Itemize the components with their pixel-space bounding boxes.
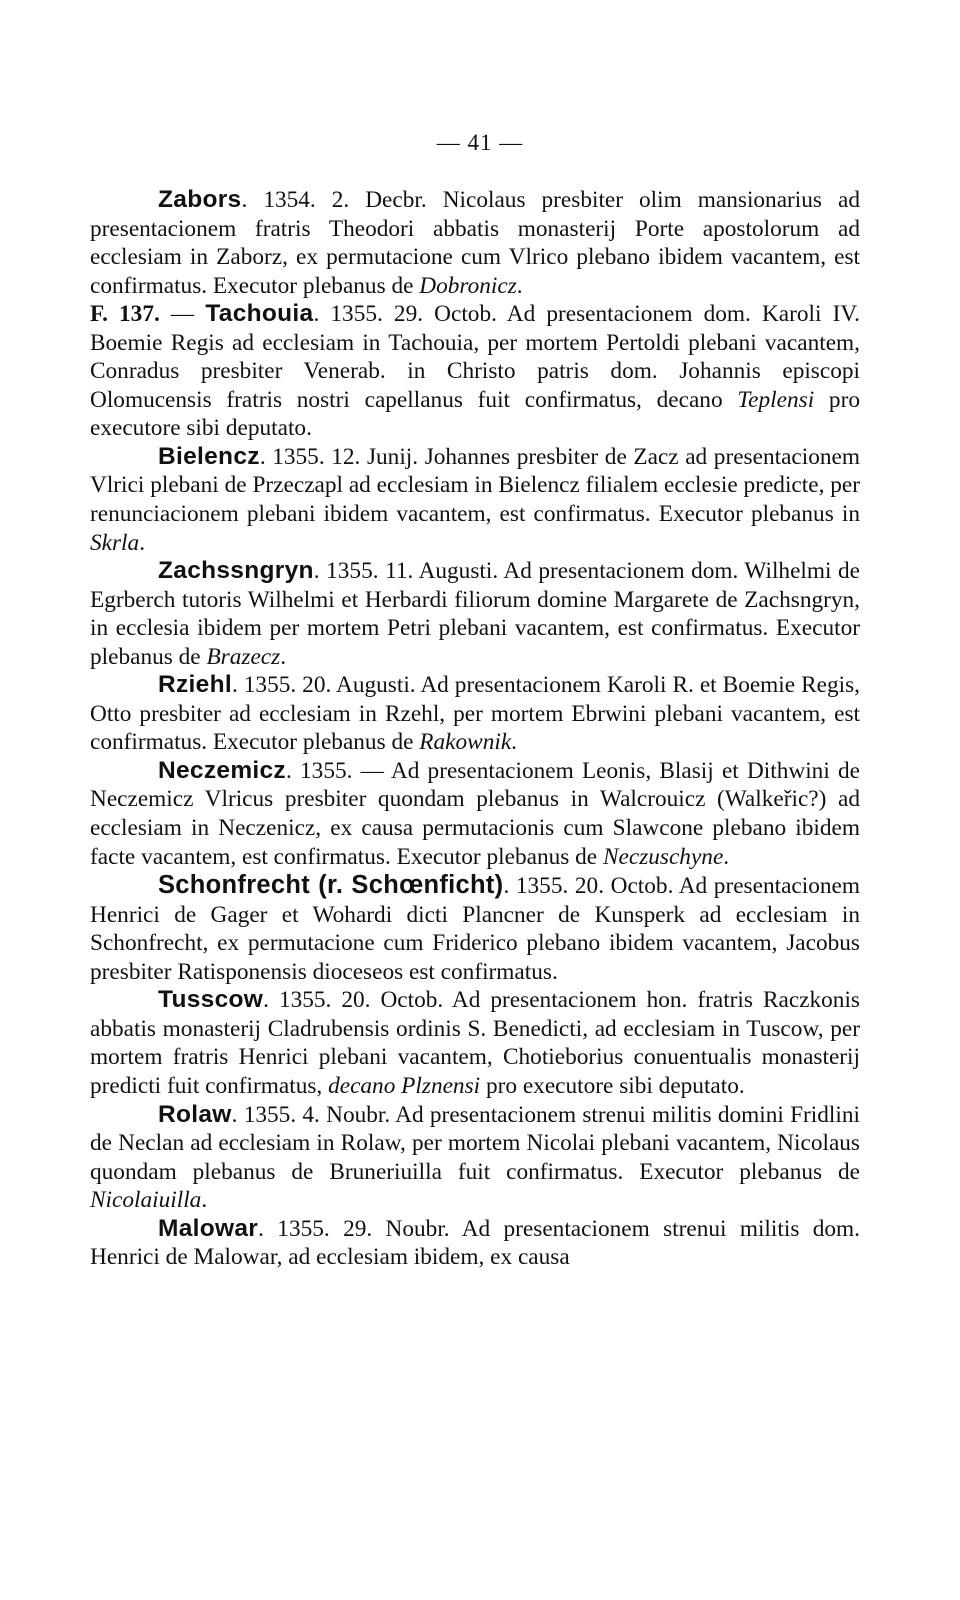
entry-text: . 1355. 12. Junij. Johannes presbiter de Zacz ad presentacionem Vlrici plebani de Przeczapl ad ecclesiam in Bielencz filialem ecclesie predicte, per renunciacionem plebani ibidem vacantem, est confirmatus. Executor plebanus in <box>90 443 860 528</box>
entry-end: . <box>139 529 146 556</box>
place-name: Bielencz <box>158 442 260 470</box>
entry-text: . 1355. 20. Augusti. Ad presentacionem Karoli R. et Boemie Regis, Otto presbiter ad ecclesiam in Rzehl, per mortem Ebrwini plebani vacantem, est confirmatus. Executor plebanus de <box>90 672 860 756</box>
entry-end: pro executore sibi deputato. <box>90 386 860 442</box>
executor-name: Neczuschyne <box>602 843 724 870</box>
place-name: Tusscow <box>158 986 264 1014</box>
entry-tachouia <box>90 300 860 443</box>
entry-end: . <box>511 729 517 756</box>
entry-end: . <box>516 272 523 299</box>
executor-name: decano Plznensi <box>328 1072 481 1099</box>
entry-tusscow <box>90 986 860 1100</box>
document-body <box>90 186 860 1272</box>
entry-text: . 1355. — Ad presentacionem Leonis, Blasij et Dithwini de Neczemicz Vlricus presbiter quondam plebanus in Walcrouicz (Walkeřic?) ad ecclesiam in Neczenicz, ex causa permutacionis cum Slawcone plebano ibidem facte vacantem, est confirmatus. Executor plebanus de <box>90 757 860 870</box>
executor-name: Brazecz <box>206 643 281 670</box>
entry-end: pro executore sibi deputato. <box>480 1072 745 1099</box>
entry-malowar <box>90 1215 860 1272</box>
entry-rolaw <box>90 1101 860 1215</box>
place-name: Zabors <box>158 186 242 213</box>
entry-zachssngryn <box>90 557 860 671</box>
entry-schonfrecht <box>90 871 860 986</box>
place-name: Tachouia <box>205 300 314 328</box>
entry-bielencz <box>90 443 860 557</box>
folio-dash: — <box>159 301 206 328</box>
entry-text: . 1354. 2. Decbr. Nicolaus presbiter olim mansionarius ad presentacionem fratris Theodori abbatis monasterij Porte apostolorum ad ecclesiam in Zaborz, ex permutacione cum Vlrico plebano ibidem vacantem, est confirmatus. Executor plebanus de <box>90 187 860 299</box>
place-name: Rziehl <box>158 671 232 699</box>
entry-end: . <box>201 1187 208 1214</box>
entry-text: . 1355. 11. Augusti. Ad presentacionem dom. Wilhelmi de Egrberch tutoris Wilhelmi et Herbardi filiorum domine Margarete de Zachsngryn, in ecclesia ibidem per mortem Petri plebani vacantem, est confirmatus. Executor plebanus de <box>90 558 860 670</box>
entry-neczemicz <box>90 757 860 871</box>
entry-text: . 1355. 4. Noubr. Ad presentacionem strenui militis domini Fridlini de Neclan ad ecclesiam in Rolaw, per mortem Nicolai plebani vacantem, Nicolaus quondam plebanus de Bruneriuilla fuit confirmatus. Executor plebanus de <box>90 1101 860 1185</box>
place-name: Schonfrecht (r. Schœnficht) <box>158 871 504 900</box>
entry-rziehl <box>90 671 860 757</box>
executor-name: Skrla <box>90 529 140 556</box>
executor-name: Nicolaiuilla <box>90 1187 202 1214</box>
place-name: Rolaw <box>158 1100 232 1128</box>
entry-text: . 1355. 29. Noubr. Ad presentacionem strenui militis dom. Henrici de Malowar, ad ecclesiam ibidem, ex causa <box>90 1215 860 1271</box>
entry-end: . <box>280 643 287 670</box>
place-name: Zachssngryn <box>158 557 314 585</box>
entry-end: . <box>723 843 730 870</box>
place-name: Malowar <box>158 1214 259 1242</box>
folio-reference: F. 137. <box>90 301 160 328</box>
entry-text: . 1355. 20. Octob. Ad presentacionem hon. fratris Raczkonis abbatis monasterij Cladrubensis ordinis S. Benedicti, ad ecclesiam in Tuscow, per mortem fratris Henrici plebani vacantem, Chotieborius conuentualis monasterij predicti fuit confirmatus, <box>90 987 860 1099</box>
entry-zabors <box>90 186 860 300</box>
executor-name: Dobronicz <box>419 272 517 299</box>
entry-text: . 1355. 20. Octob. Ad presentacionem Henrici de Gager et Wohardi dicti Plancner de Kunsperk ad ecclesiam in Schonfrecht, ex permutacione cum Friderico plebano ibidem vacantem, Jacobus presbiter Ratisponensis dioceseos est confirmatus. <box>90 873 860 985</box>
page-number: — 41 — <box>436 130 524 155</box>
executor-name: Teplensi <box>737 386 815 413</box>
executor-name: Rakownik <box>419 729 512 756</box>
place-name: Neczemicz <box>158 756 286 784</box>
entry-text: . 1355. 29. Octob. Ad presentacionem dom. Karoli IV. Boemie Regis ad ecclesiam in Tachouia, per mortem Pertoldi plebani vacantem, Conradus presbiter Venerab. in Christo patris dom. Johannis episcopi Olomucensis fratris nostri capellanus fuit confirmatus, decano <box>90 301 861 413</box>
